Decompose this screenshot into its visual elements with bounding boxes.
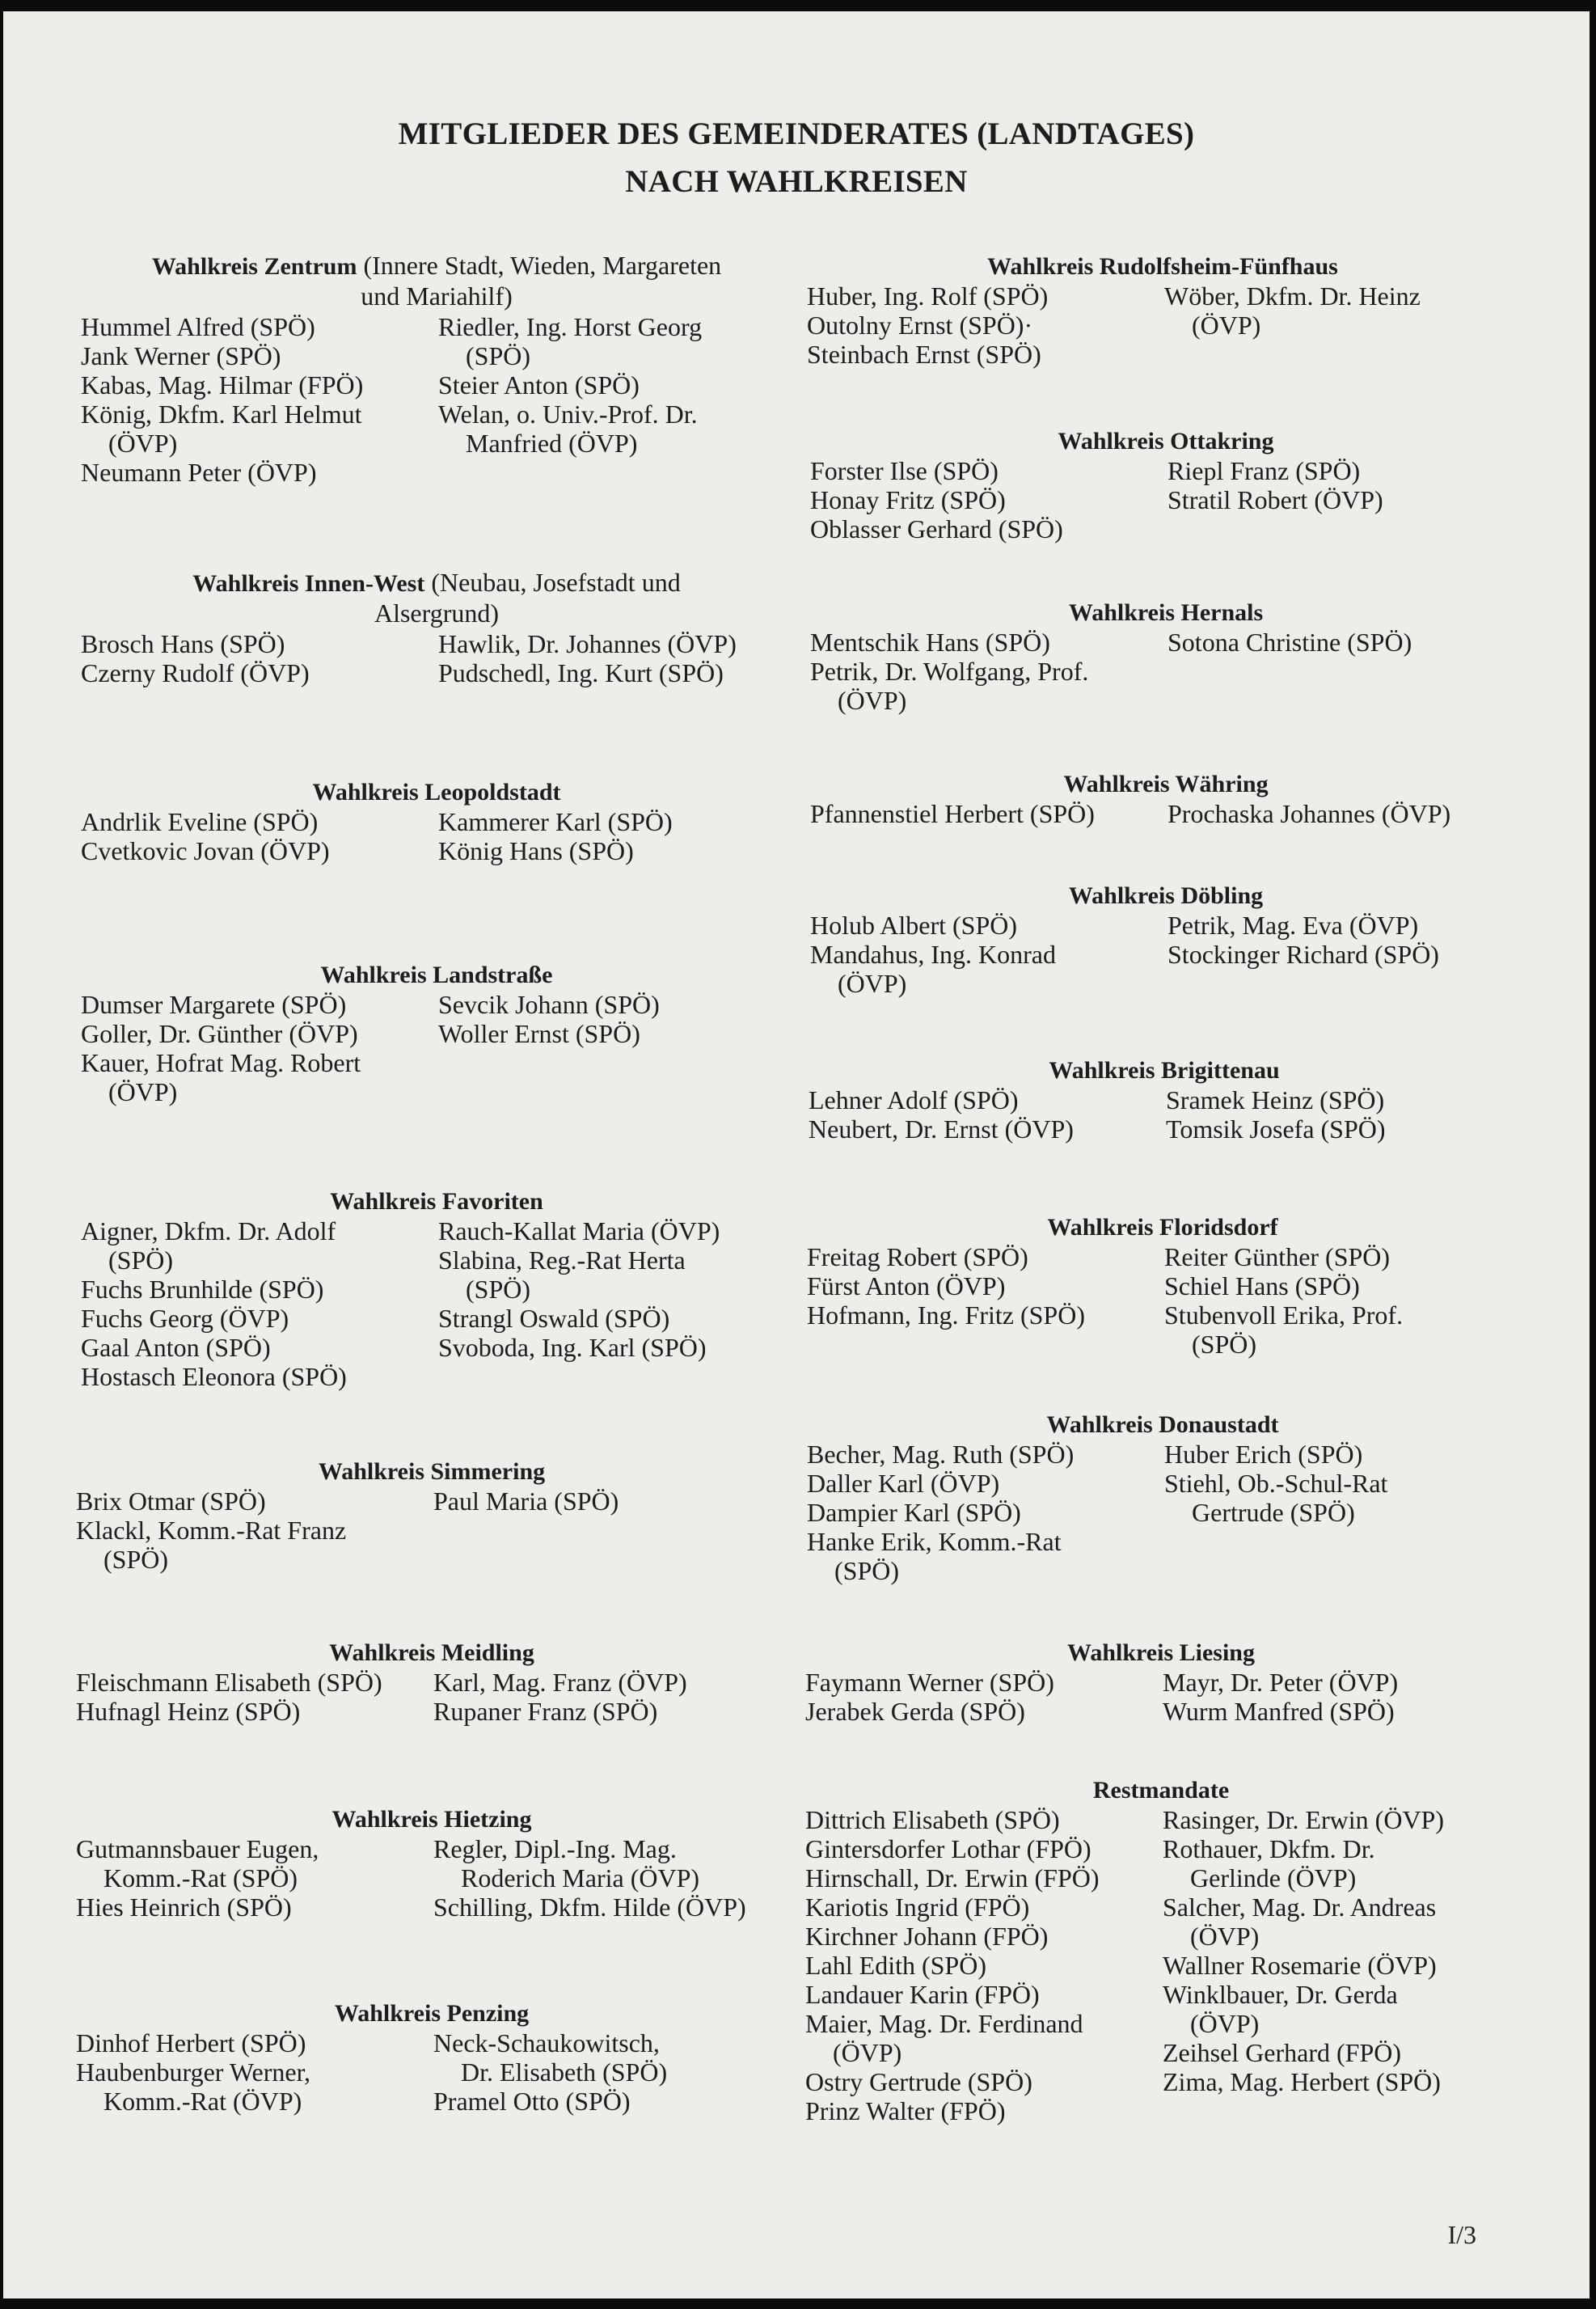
member-name: Dinhof Herbert (SPÖ)	[76, 2028, 306, 2057]
member-name: Zeihsel Gerhard (FPÖ)	[1163, 2038, 1402, 2067]
member-name: König, Dkfm. Karl Helmut	[81, 400, 362, 429]
district-heading: Wahlkreis Landstraße	[320, 962, 553, 988]
member-name: (SPÖ)	[466, 341, 531, 370]
member-name: Strangl Oswald (SPÖ)	[438, 1304, 670, 1333]
document-page	[3, 11, 1590, 2298]
member-column-right	[1164, 1242, 1403, 1359]
member-name: Gintersdorfer Lothar (FPÖ)	[805, 1834, 1091, 1863]
member-name: Rothauer, Dkfm. Dr.	[1163, 1834, 1375, 1863]
member-name: Jank Werner (SPÖ)	[81, 341, 281, 370]
member-column-right	[433, 1834, 746, 1922]
member-name: Gaal Anton (SPÖ)	[81, 1333, 271, 1362]
member-name: Freitag Robert (SPÖ)	[807, 1242, 1028, 1271]
member-name: (SPÖ)	[108, 1245, 174, 1275]
member-name: (SPÖ)	[103, 1545, 169, 1574]
member-name: Klackl, Komm.-Rat Franz	[76, 1516, 347, 1545]
district-heading: Wahlkreis Hernals	[1068, 599, 1264, 626]
member-name: Dumser Margarete (SPÖ)	[81, 990, 347, 1019]
member-column-left	[81, 990, 361, 1106]
member-name: Wöber, Dkfm. Dr. Heinz	[1164, 281, 1421, 311]
member-name: Roderich Maria (ÖVP)	[461, 1863, 700, 1892]
member-name: Lahl Edith (SPÖ)	[805, 1951, 986, 1980]
member-column-right	[438, 629, 737, 687]
member-name: Steier Anton (SPÖ)	[438, 370, 640, 400]
member-name: Faymann Werner (SPÖ)	[805, 1668, 1054, 1697]
district-floridsdorf	[807, 1212, 1518, 1373]
member-name: Czerny Rudolf (ÖVP)	[81, 658, 310, 687]
member-column-left	[807, 1440, 1074, 1585]
member-column-left	[810, 456, 1063, 543]
restmandate	[805, 1774, 1517, 2146]
member-name: Paul Maria (SPÖ)	[433, 1486, 619, 1516]
district-meidling	[76, 1637, 787, 1742]
member-name: Zima, Mag. Herbert (SPÖ)	[1163, 2067, 1441, 2096]
member-name: Holub Albert (SPÖ)	[810, 911, 1017, 940]
member-name: Oblasser Gerhard (SPÖ)	[810, 514, 1063, 543]
member-name: (ÖVP)	[838, 969, 907, 998]
district-description: (Neubau, Josefstadt und	[431, 568, 681, 597]
member-name: Huber Erich (SPÖ)	[1164, 1440, 1363, 1469]
member-name: Goller, Dr. Günther (ÖVP)	[81, 1019, 358, 1048]
district-heading: Wahlkreis Hietzing	[331, 1806, 532, 1833]
member-column-right	[1167, 911, 1439, 969]
member-column-left	[805, 1805, 1100, 2125]
district-heading: Wahlkreis Floridsdorf	[1047, 1214, 1278, 1241]
district-heading: Wahlkreis Ottakring	[1058, 428, 1274, 455]
member-column-left	[76, 1834, 319, 1922]
member-name: Regler, Dipl.-Ing. Mag.	[433, 1834, 677, 1863]
member-name: Fleischmann Elisabeth (SPÖ)	[76, 1668, 382, 1697]
member-name: Daller Karl (ÖVP)	[807, 1469, 1000, 1498]
member-name: Rupaner Franz (SPÖ)	[433, 1697, 658, 1726]
member-column-right	[1164, 1440, 1387, 1527]
member-name: Svoboda, Ing. Karl (SPÖ)	[438, 1333, 707, 1362]
member-name: Gutmannsbauer Eugen,	[76, 1834, 319, 1863]
member-name: Kauer, Hofrat Mag. Robert	[81, 1048, 361, 1077]
member-name: Dittrich Elisabeth (SPÖ)	[805, 1805, 1060, 1834]
member-name: Riedler, Ing. Horst Georg	[438, 312, 703, 341]
member-name: Outolny Ernst (SPÖ)·	[807, 311, 1033, 340]
member-name: Haubenburger Werner,	[76, 2057, 310, 2087]
district-zentrum	[81, 251, 792, 501]
member-name: Riepl Franz (SPÖ)	[1167, 456, 1361, 485]
district-favoriten	[81, 1186, 792, 1412]
member-name: Komm.-Rat (SPÖ)	[103, 1863, 298, 1892]
member-column-left	[81, 1216, 347, 1391]
member-column-right	[438, 1216, 720, 1362]
district-heading: Wahlkreis Rudolfsheim-Fünfhaus	[987, 253, 1338, 280]
member-name: Hirnschall, Dr. Erwin (FPÖ)	[805, 1863, 1100, 1892]
member-name: Kabas, Mag. Hilmar (FPÖ)	[81, 370, 364, 400]
member-name: Fürst Anton (ÖVP)	[807, 1271, 1006, 1300]
district-description-cont: und Mariahilf)	[361, 281, 513, 311]
district-donaustadt	[807, 1409, 1518, 1603]
member-name: König Hans (SPÖ)	[438, 836, 634, 865]
member-name: Reiter Günther (SPÖ)	[1164, 1242, 1391, 1271]
member-name: Tomsik Josefa (SPÖ)	[1166, 1114, 1386, 1144]
district-leopoldstadt	[81, 776, 792, 882]
member-name: (SPÖ)	[834, 1556, 900, 1585]
member-name: Mayr, Dr. Peter (ÖVP)	[1163, 1668, 1399, 1697]
member-name: (SPÖ)	[1192, 1330, 1257, 1359]
member-name: Petrik, Dr. Wolfgang, Prof.	[810, 657, 1089, 686]
member-column-right	[1167, 628, 1412, 657]
district-heading: Restmandate	[1092, 1777, 1230, 1804]
district-heading: Wahlkreis Favoriten	[330, 1188, 543, 1215]
member-name: Prochaska Johannes (ÖVP)	[1167, 799, 1451, 828]
district-rudolfsheim-fuenfhaus	[807, 251, 1518, 388]
member-name: Kirchner Johann (FPÖ)	[805, 1922, 1049, 1951]
district-heading: Wahlkreis Döbling	[1068, 882, 1264, 909]
page-title: MITGLIEDER DES GEMEINDERATES (LANDTAGES)	[398, 116, 1195, 151]
member-column-right	[438, 312, 702, 458]
district-landstrasse	[81, 959, 792, 1121]
member-name: Stratil Robert (ÖVP)	[1167, 485, 1383, 514]
district-description: (Innere Stadt, Wieden, Margareten	[363, 251, 722, 280]
member-name: (ÖVP)	[833, 2038, 902, 2067]
member-column-left	[76, 1486, 346, 1574]
district-ottakring	[810, 425, 1522, 563]
member-name: Stockinger Richard (SPÖ)	[1167, 940, 1439, 969]
member-name: Gertrude (SPÖ)	[1192, 1498, 1355, 1527]
member-name: Hawlik, Dr. Johannes (ÖVP)	[438, 629, 737, 658]
member-column-right	[433, 2028, 667, 2116]
member-name: Mentschik Hans (SPÖ)	[810, 628, 1050, 657]
district-hietzing	[76, 1804, 787, 1941]
member-name: Cvetkovic Jovan (ÖVP)	[81, 836, 330, 865]
member-column-left	[807, 1242, 1085, 1330]
member-name: Karl, Mag. Franz (ÖVP)	[433, 1668, 687, 1697]
member-name: (SPÖ)	[466, 1275, 531, 1304]
member-column-left	[807, 281, 1048, 369]
district-heading: Wahlkreis Simmering	[318, 1458, 546, 1485]
member-column-right	[1167, 456, 1383, 514]
member-name: Neubert, Dr. Ernst (ÖVP)	[809, 1114, 1074, 1144]
member-name: Hummel Alfred (SPÖ)	[81, 312, 315, 341]
member-name: Schiel Hans (SPÖ)	[1164, 1271, 1360, 1300]
district-heading: Wahlkreis Leopoldstadt	[312, 779, 561, 806]
member-name: (ÖVP)	[838, 686, 907, 715]
member-name: Huber, Ing. Rolf (SPÖ)	[807, 281, 1049, 311]
member-column-left	[805, 1668, 1054, 1726]
member-column-left	[81, 629, 310, 687]
member-name: Rasinger, Dr. Erwin (ÖVP)	[1163, 1805, 1444, 1834]
member-column-left	[76, 2028, 310, 2116]
member-name: Pudschedl, Ing. Kurt (SPÖ)	[438, 658, 724, 687]
member-name: Woller Ernst (SPÖ)	[438, 1019, 640, 1048]
member-name: Lehner Adolf (SPÖ)	[809, 1085, 1019, 1114]
member-column-right	[433, 1486, 619, 1516]
member-name: Forster Ilse (SPÖ)	[810, 456, 999, 485]
member-name: Ostry Gertrude (SPÖ)	[805, 2067, 1032, 2096]
member-name: Dampier Karl (SPÖ)	[807, 1498, 1021, 1527]
member-name: Kariotis Ingrid (FPÖ)	[805, 1892, 1030, 1922]
member-name: (ÖVP)	[108, 1077, 178, 1106]
member-column-left	[76, 1668, 382, 1726]
member-column-right	[433, 1668, 687, 1726]
member-name: Hostasch Eleonora (SPÖ)	[81, 1362, 347, 1391]
member-name: Komm.-Rat (ÖVP)	[103, 2087, 302, 2116]
district-description-cont: Alsergrund)	[374, 598, 500, 628]
district-waehring	[810, 768, 1522, 849]
member-name: Schilling, Dkfm. Hilde (ÖVP)	[433, 1892, 746, 1922]
district-heading: Wahlkreis Donaustadt	[1046, 1411, 1279, 1438]
member-column-right	[438, 807, 673, 865]
member-name: Rauch-Kallat Maria (ÖVP)	[438, 1216, 720, 1245]
member-name: Sotona Christine (SPÖ)	[1167, 628, 1412, 657]
district-heading: Wahlkreis Meidling	[329, 1639, 534, 1666]
member-name: Salcher, Mag. Dr. Andreas	[1163, 1892, 1437, 1922]
member-column-right	[1166, 1085, 1386, 1144]
district-penzing	[76, 1998, 787, 2135]
member-column-left	[810, 628, 1088, 715]
member-name: Neumann Peter (ÖVP)	[81, 458, 317, 487]
member-name: Steinbach Ernst (SPÖ)	[807, 340, 1041, 369]
member-name: Hufnagl Heinz (SPÖ)	[76, 1697, 301, 1726]
member-name: Mandahus, Ing. Konrad	[810, 940, 1056, 969]
district-heading: Wahlkreis Innen-West (Neubau, Josefstadt und Alsergrund)	[192, 568, 681, 628]
district-heading: Wahlkreis Penzing	[334, 2000, 530, 2027]
member-name: Gerlinde (ÖVP)	[1190, 1863, 1357, 1892]
member-name: Neck-Schaukowitsch,	[433, 2028, 660, 2057]
member-name: (ÖVP)	[108, 429, 178, 458]
member-name: (ÖVP)	[1190, 2009, 1260, 2038]
member-column-right	[1164, 281, 1421, 340]
member-name: Honay Fritz (SPÖ)	[810, 485, 1006, 514]
member-column-left	[81, 807, 330, 865]
member-name: Maier, Mag. Dr. Ferdinand	[805, 2009, 1083, 2038]
member-name: Slabina, Reg.-Rat Herta	[438, 1245, 686, 1275]
member-name: Kammerer Karl (SPÖ)	[438, 807, 673, 836]
district-heading: Wahlkreis Brigittenau	[1049, 1057, 1280, 1084]
member-name: Hanke Erik, Komm.-Rat	[807, 1527, 1062, 1556]
member-column-left	[810, 911, 1056, 998]
member-name: Manfried (ÖVP)	[466, 429, 638, 458]
member-name: Fuchs Georg (ÖVP)	[81, 1304, 289, 1333]
member-name: Stubenvoll Erika, Prof.	[1164, 1300, 1404, 1330]
member-name: Becher, Mag. Ruth (SPÖ)	[807, 1440, 1075, 1469]
member-column-left	[81, 312, 363, 487]
page-number: I/3	[1447, 2220, 1476, 2249]
member-name: Pramel Otto (SPÖ)	[433, 2087, 631, 2116]
member-name: Wallner Rosemarie (ÖVP)	[1163, 1951, 1437, 1980]
member-column-right	[1163, 1668, 1398, 1726]
member-name: Winklbauer, Dr. Gerda	[1163, 1980, 1398, 2009]
member-name: Aigner, Dkfm. Dr. Adolf	[81, 1216, 336, 1245]
member-name: Pfannenstiel Herbert (SPÖ)	[810, 799, 1095, 828]
district-innen-west	[81, 568, 792, 705]
member-name: Hies Heinrich (SPÖ)	[76, 1892, 292, 1922]
member-name: (ÖVP)	[1190, 1922, 1260, 1951]
member-name: Hofmann, Ing. Fritz (SPÖ)	[807, 1300, 1085, 1330]
member-name: Petrik, Mag. Eva (ÖVP)	[1167, 911, 1419, 940]
district-hernals	[810, 597, 1522, 734]
member-name: Stiehl, Ob.-Schul-Rat	[1164, 1469, 1388, 1498]
district-heading: Wahlkreis Währing	[1063, 771, 1269, 797]
member-name: Brosch Hans (SPÖ)	[81, 629, 285, 658]
member-name: Dr. Elisabeth (SPÖ)	[461, 2057, 668, 2087]
district-heading: Wahlkreis Zentrum (Innere Stadt, Wieden, Margareten und Mariahilf)	[151, 251, 722, 311]
member-column-right	[1167, 799, 1450, 828]
member-column-right	[1163, 1805, 1444, 2096]
member-name: Prinz Walter (FPÖ)	[805, 2096, 1006, 2125]
member-name: Wurm Manfred (SPÖ)	[1163, 1697, 1395, 1726]
member-name: Sevcik Johann (SPÖ)	[438, 990, 660, 1019]
member-column-left	[810, 799, 1095, 828]
member-name: Sramek Heinz (SPÖ)	[1166, 1085, 1385, 1114]
district-simmering	[76, 1456, 787, 1593]
member-name: Landauer Karin (FPÖ)	[805, 1980, 1040, 2009]
member-name: Andrlik Eveline (SPÖ)	[81, 807, 319, 836]
member-name: (ÖVP)	[1192, 311, 1261, 340]
member-name: Fuchs Brunhilde (SPÖ)	[81, 1275, 324, 1304]
district-liesing	[805, 1637, 1517, 1742]
district-heading: Wahlkreis Liesing	[1066, 1639, 1255, 1666]
member-column-left	[809, 1085, 1074, 1144]
district-doebling	[810, 880, 1522, 1017]
member-name: Jerabek Gerda (SPÖ)	[805, 1697, 1025, 1726]
member-name: Brix Otmar (SPÖ)	[76, 1486, 266, 1516]
page-subtitle: NACH WAHLKREISEN	[625, 164, 968, 199]
member-name: Welan, o. Univ.-Prof. Dr.	[438, 400, 698, 429]
district-brigittenau	[809, 1055, 1520, 1160]
member-column-right	[438, 990, 660, 1048]
